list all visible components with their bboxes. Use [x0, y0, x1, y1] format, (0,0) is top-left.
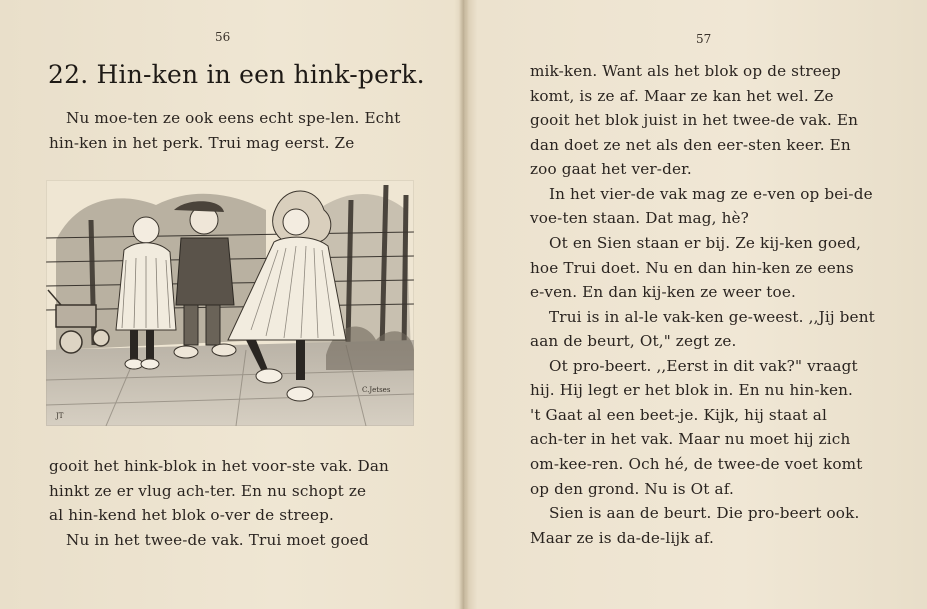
text-line: al hin-kend het blok o-ver de streep.: [49, 506, 334, 524]
text-line: komt, is ze af. Maar ze kan het wel. Ze: [530, 87, 834, 105]
text-line: op den grond. Nu is Ot af.: [530, 480, 734, 498]
text-line: hij. Hij legt er het blok in. En nu hin-ken.: [530, 381, 854, 399]
text-line: hoe Trui doet. Nu en dan hin-ken ze eens: [530, 259, 854, 277]
text-line: zoo gaat het ver-der.: [530, 160, 692, 178]
text-line: gooit het hink-blok in het voor-ste vak. Dan: [49, 457, 389, 475]
text-line: voe-ten staan. Dat mag, hè?: [530, 209, 749, 227]
text-line: Trui is in al-le vak-ken ge-weest. ,,Jij bent: [549, 308, 875, 326]
text-line: Maar ze is da-de-lijk af.: [530, 529, 714, 547]
text-line: hin-ken in het perk. Trui mag eerst. Ze: [49, 134, 355, 152]
text-line: hinkt ze er vlug ach-ter. En nu schopt ze: [49, 482, 367, 500]
chapter-title: 22. Hin-ken in een hink-perk.: [48, 60, 425, 89]
text-line: aan de beurt, Ot," zegt ze.: [530, 332, 737, 350]
text-line: In het vier-de vak mag ze e-ven op bei-de: [549, 185, 873, 203]
text-line: Nu in het twee-de vak. Trui moet goed: [66, 531, 369, 549]
left-page: [0, 0, 462, 609]
text-line: Ot en Sien staan er bij. Ze kij-ken goed,: [549, 234, 862, 252]
text-line: ach-ter in het vak. Maar nu moet hij zich: [530, 430, 851, 448]
text-line: Sien is aan de beurt. Die pro-beert ook.: [549, 504, 860, 522]
page-number: 57: [696, 32, 712, 46]
text-line: om-kee-ren. Och hé, de twee-de voet komt: [530, 455, 863, 473]
right-page: [465, 0, 927, 609]
text-line: e-ven. En dan kij-ken ze weer toe.: [530, 283, 796, 301]
artist-signature: C.Jetses: [362, 386, 391, 394]
text-line: mik-ken. Want als het blok op de streep: [530, 62, 841, 80]
text-line: gooit het blok juist in het twee-de vak. En: [530, 111, 859, 129]
text-line: 't Gaat al een beet-je. Kijk, hij staat al: [530, 406, 827, 424]
page-number: 56: [215, 30, 231, 44]
corner-mark: JT: [56, 412, 64, 420]
text-line: dan doet ze net als den eer-sten keer. En: [530, 136, 851, 154]
text-line: Ot pro-beert. ,,Eerst in dit vak?" vraagt: [549, 357, 858, 375]
text-line: Nu moe-ten ze ook eens echt spe-len. Echt: [66, 109, 401, 127]
hopscotch-illustration: [46, 180, 414, 426]
